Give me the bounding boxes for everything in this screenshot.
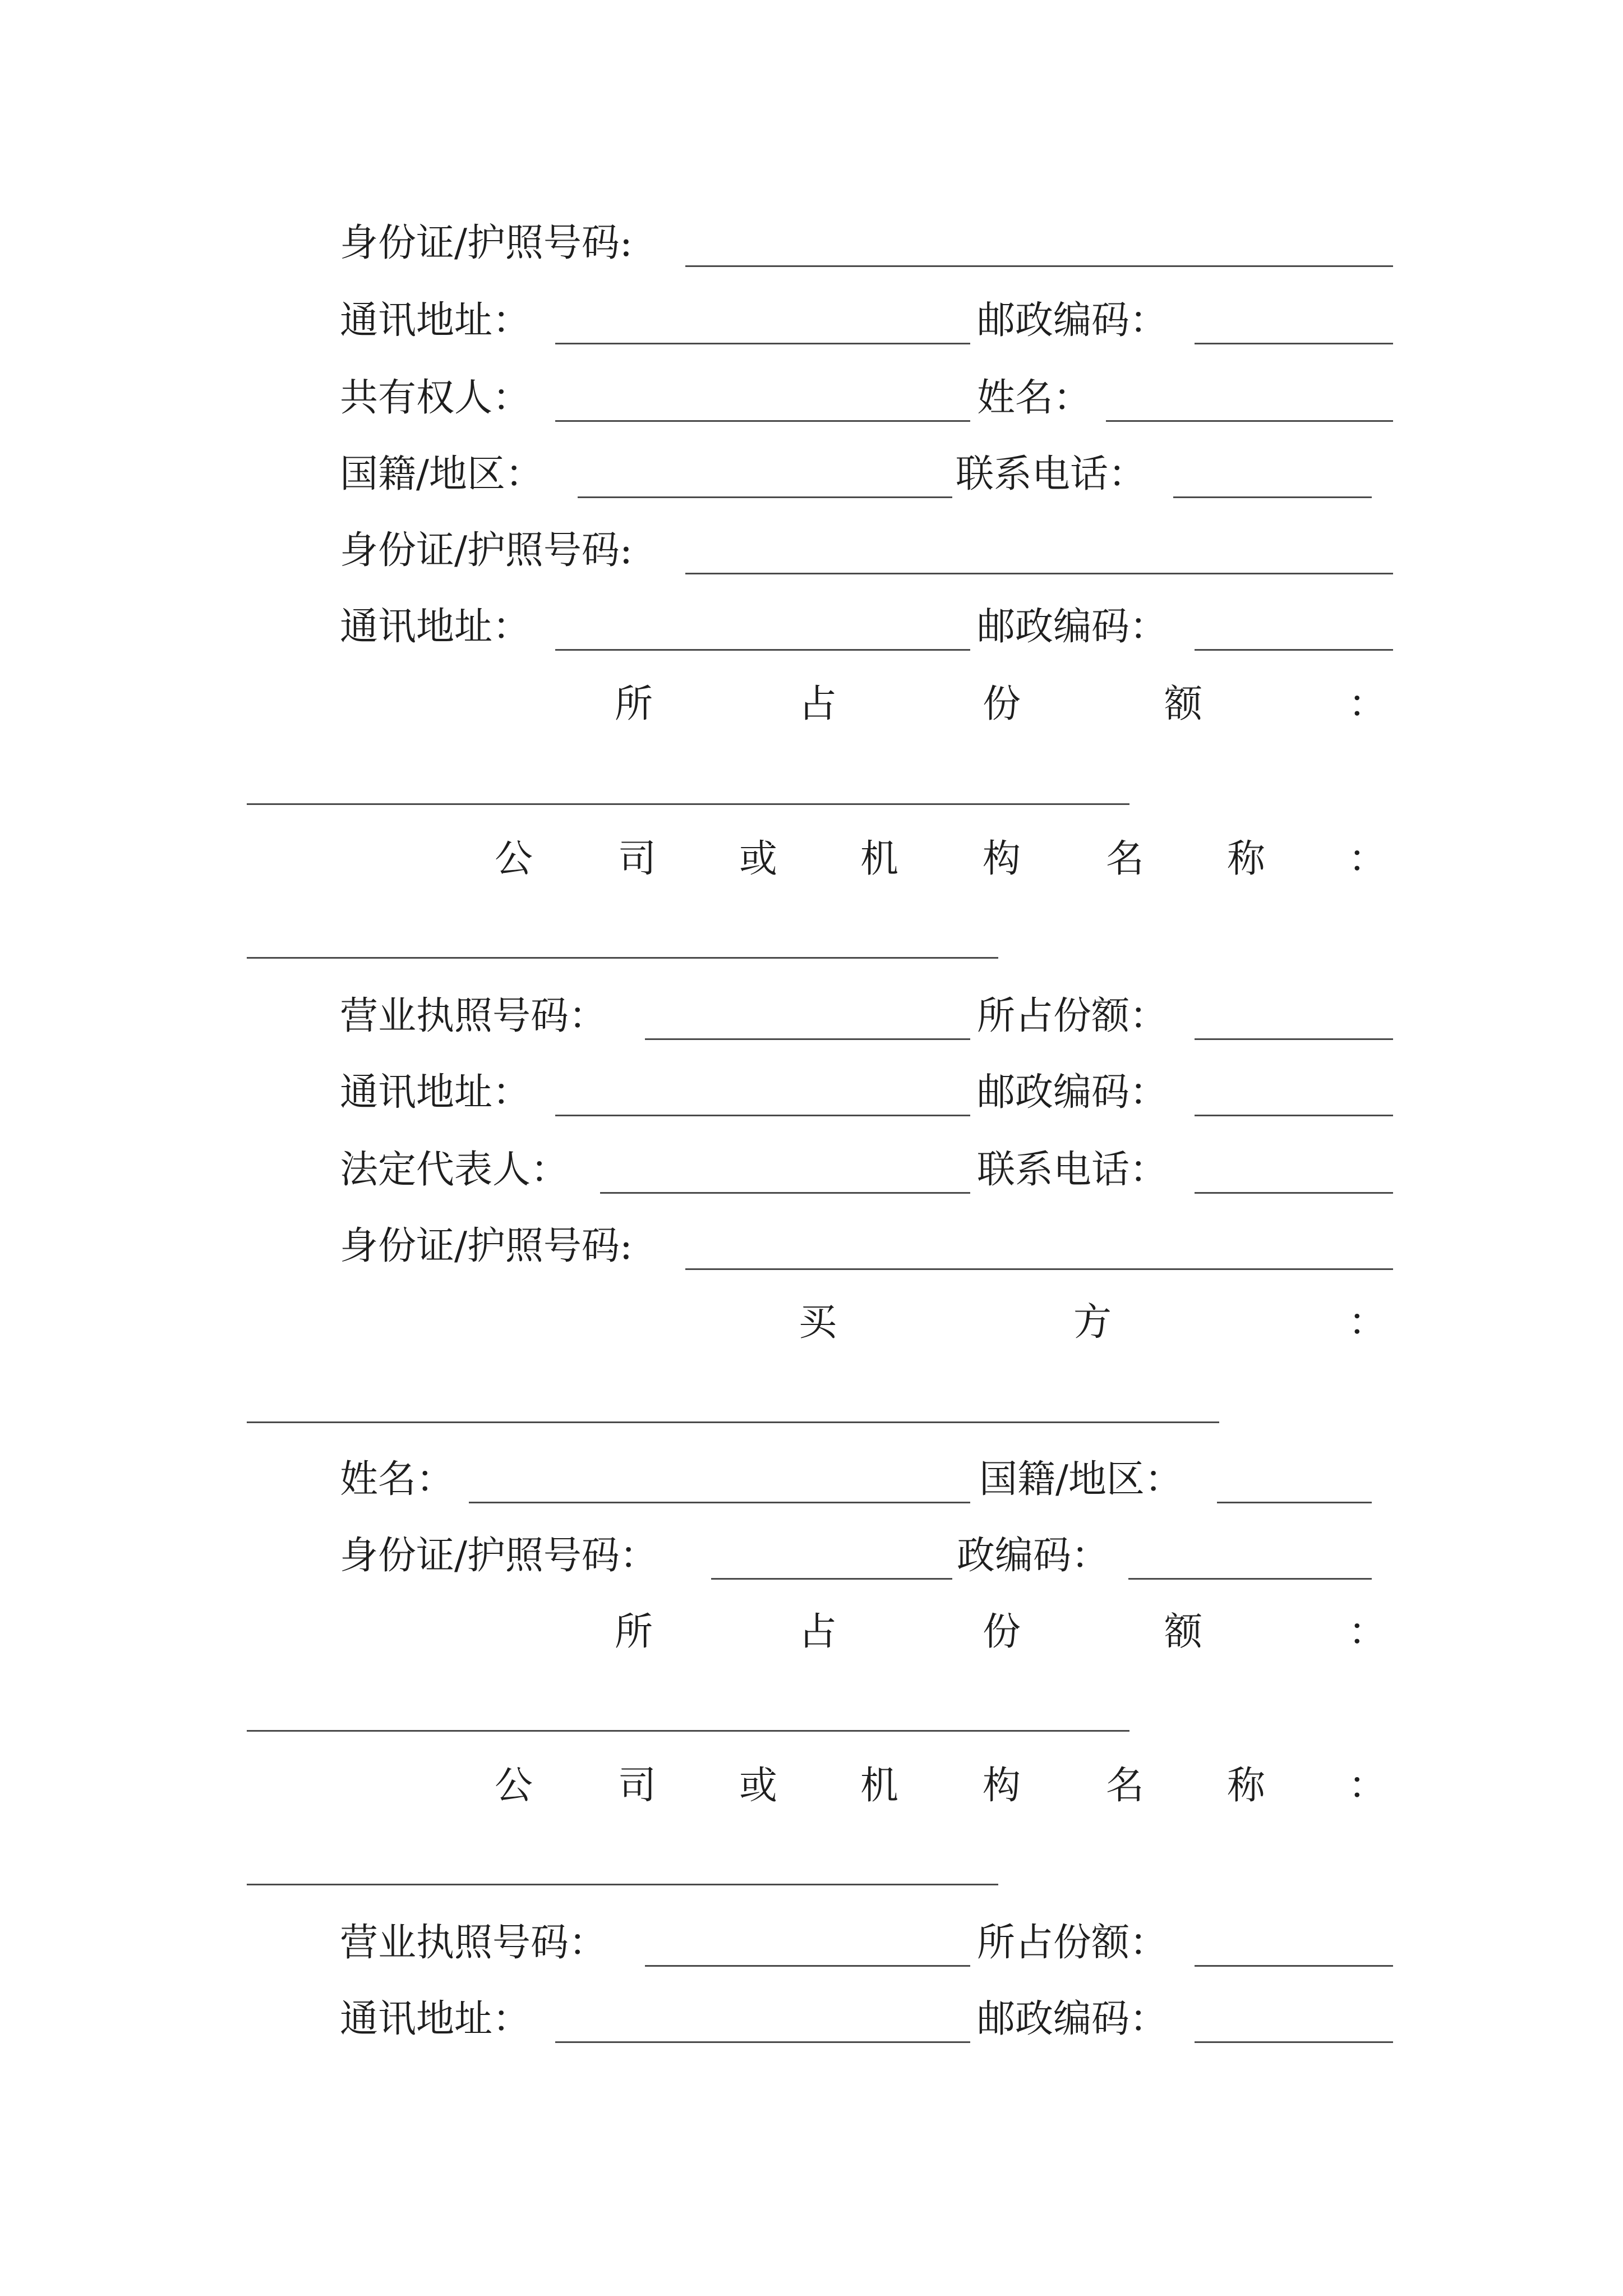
buyer-id-label: 身份证/护照号码： — [340, 1534, 658, 1578]
company-name-blank-2[interactable] — [247, 1884, 998, 1885]
buyer-name-row — [0, 1456, 1623, 1503]
legal-rep-id-blank[interactable] — [685, 1268, 1393, 1270]
share-heading-char: 占 — [799, 682, 837, 726]
address-blank[interactable] — [555, 343, 970, 344]
co-owner-row — [0, 375, 1623, 422]
company-address-row-2 — [0, 1996, 1623, 2043]
legal-rep-id-label: 身份证/护照号码: — [340, 1224, 633, 1268]
address-label: 通讯地址： — [340, 298, 531, 343]
share-blank-2[interactable] — [247, 1730, 1129, 1732]
company-name-char: 司 — [618, 1764, 657, 1808]
id-number-label: 身份证/护照号码: — [340, 221, 633, 265]
company-name-char: 名 — [1106, 1764, 1145, 1808]
company-name-char: 司 — [618, 837, 657, 881]
company-name-char: 构 — [983, 837, 1021, 881]
license-label: 营业执照号码： — [340, 994, 607, 1038]
name-blank[interactable] — [1106, 420, 1393, 422]
legal-rep-row — [0, 1147, 1623, 1194]
postcode-blank[interactable] — [1195, 343, 1393, 344]
company-name-char: 构 — [983, 1764, 1021, 1808]
buyer-name-blank[interactable] — [469, 1502, 970, 1503]
company-postcode-label-2: 邮政编码： — [977, 1997, 1168, 2041]
share-label: 所占份额： — [977, 994, 1168, 1038]
company-name-char: 公 — [495, 1764, 533, 1808]
nationality-blank[interactable] — [578, 496, 952, 498]
postcode-blank-2[interactable] — [1195, 649, 1393, 651]
postcode-label: 邮政编码： — [977, 298, 1168, 343]
company-phone-blank[interactable] — [1195, 1192, 1393, 1194]
share-blank[interactable] — [1195, 1038, 1393, 1040]
company-name-char: ： — [1348, 1764, 1387, 1808]
company-name-char: 公 — [495, 837, 533, 881]
postcode-label-2: 邮政编码： — [977, 605, 1168, 649]
company-name-char: 或 — [739, 837, 778, 881]
buyer-nationality-label: 国籍/地区： — [979, 1457, 1183, 1502]
company-name-blank-1[interactable] — [247, 957, 998, 959]
buyer-heading — [0, 1299, 1623, 1346]
buyer-heading-char: 方 — [1073, 1300, 1112, 1345]
share-heading-char: ： — [1348, 1610, 1387, 1654]
buyer-id-row — [0, 1533, 1623, 1580]
phone-blank[interactable] — [1173, 496, 1372, 498]
id-number-row-2 — [0, 527, 1623, 574]
company-name-char: 机 — [860, 1764, 899, 1808]
share-label-2: 所占份额： — [977, 1921, 1168, 1965]
company-name-char: 机 — [860, 837, 899, 881]
co-owner-label: 共有权人： — [340, 376, 531, 420]
buyer-nationality-blank[interactable] — [1217, 1502, 1372, 1503]
share-heading-2 — [0, 1609, 1623, 1656]
share-heading-char: 占 — [799, 1610, 837, 1654]
company-name-heading-1 — [0, 836, 1623, 883]
company-name-char: 或 — [739, 1764, 778, 1808]
company-address-row — [0, 1069, 1623, 1116]
buyer-id-blank[interactable] — [711, 1578, 952, 1580]
phone-label: 联系电话： — [956, 452, 1147, 496]
share-heading-char: 份 — [983, 682, 1021, 726]
company-name-char: ： — [1348, 837, 1387, 881]
name-label: 姓名： — [977, 376, 1092, 420]
company-address-label-2: 通讯地址： — [340, 1997, 531, 2041]
legal-rep-blank[interactable] — [600, 1192, 970, 1194]
license-row-2 — [0, 1920, 1623, 1967]
share-heading-char: ： — [1348, 682, 1387, 726]
buyer-heading-char: ： — [1348, 1300, 1387, 1345]
company-name-char: 名 — [1106, 837, 1145, 881]
company-postcode-blank-2[interactable] — [1195, 2041, 1393, 2043]
buyer-postcode-label: 政编码： — [957, 1534, 1110, 1578]
company-address-blank-2[interactable] — [555, 2041, 970, 2043]
company-name-char: 称 — [1227, 1764, 1266, 1808]
nationality-label: 国籍/地区： — [340, 452, 543, 496]
id-number-blank-2[interactable] — [685, 573, 1393, 574]
share-heading-char: 额 — [1164, 1610, 1203, 1654]
company-phone-label: 联系电话： — [977, 1148, 1168, 1192]
legal-rep-label: 法定代表人： — [340, 1148, 569, 1192]
share-heading-char: 所 — [615, 682, 653, 726]
share-blank-3[interactable] — [1195, 1965, 1393, 1967]
license-label-2: 营业执照号码： — [340, 1921, 607, 1965]
share-heading-1 — [0, 681, 1623, 728]
share-blank-1[interactable] — [247, 803, 1129, 805]
buyer-postcode-blank[interactable] — [1128, 1578, 1372, 1580]
buyer-heading-char: 买 — [799, 1300, 837, 1345]
share-heading-char: 所 — [615, 1610, 653, 1654]
buyer-name-label: 姓名： — [340, 1457, 455, 1502]
share-heading-char: 份 — [983, 1610, 1021, 1654]
id-number-row — [0, 220, 1623, 267]
company-name-heading-2 — [0, 1763, 1623, 1810]
company-postcode-label: 邮政编码： — [977, 1070, 1168, 1115]
license-blank-2[interactable] — [645, 1965, 970, 1967]
id-number-label-2: 身份证/护照号码: — [340, 528, 633, 573]
company-name-char: 称 — [1227, 837, 1266, 881]
company-address-label: 通讯地址： — [340, 1070, 531, 1115]
address-row-2 — [0, 604, 1623, 651]
address-label-2: 通讯地址： — [340, 605, 531, 649]
company-postcode-blank[interactable] — [1195, 1115, 1393, 1116]
company-address-blank[interactable] — [555, 1115, 970, 1116]
address-row — [0, 297, 1623, 344]
co-owner-blank[interactable] — [555, 420, 970, 422]
legal-rep-id-row — [0, 1223, 1623, 1270]
id-number-blank[interactable] — [685, 265, 1393, 267]
buyer-blank[interactable] — [247, 1421, 1219, 1423]
address-blank-2[interactable] — [555, 649, 970, 651]
nationality-row — [0, 451, 1623, 498]
license-row — [0, 993, 1623, 1040]
share-heading-char: 额 — [1164, 682, 1203, 726]
license-blank[interactable] — [645, 1038, 970, 1040]
